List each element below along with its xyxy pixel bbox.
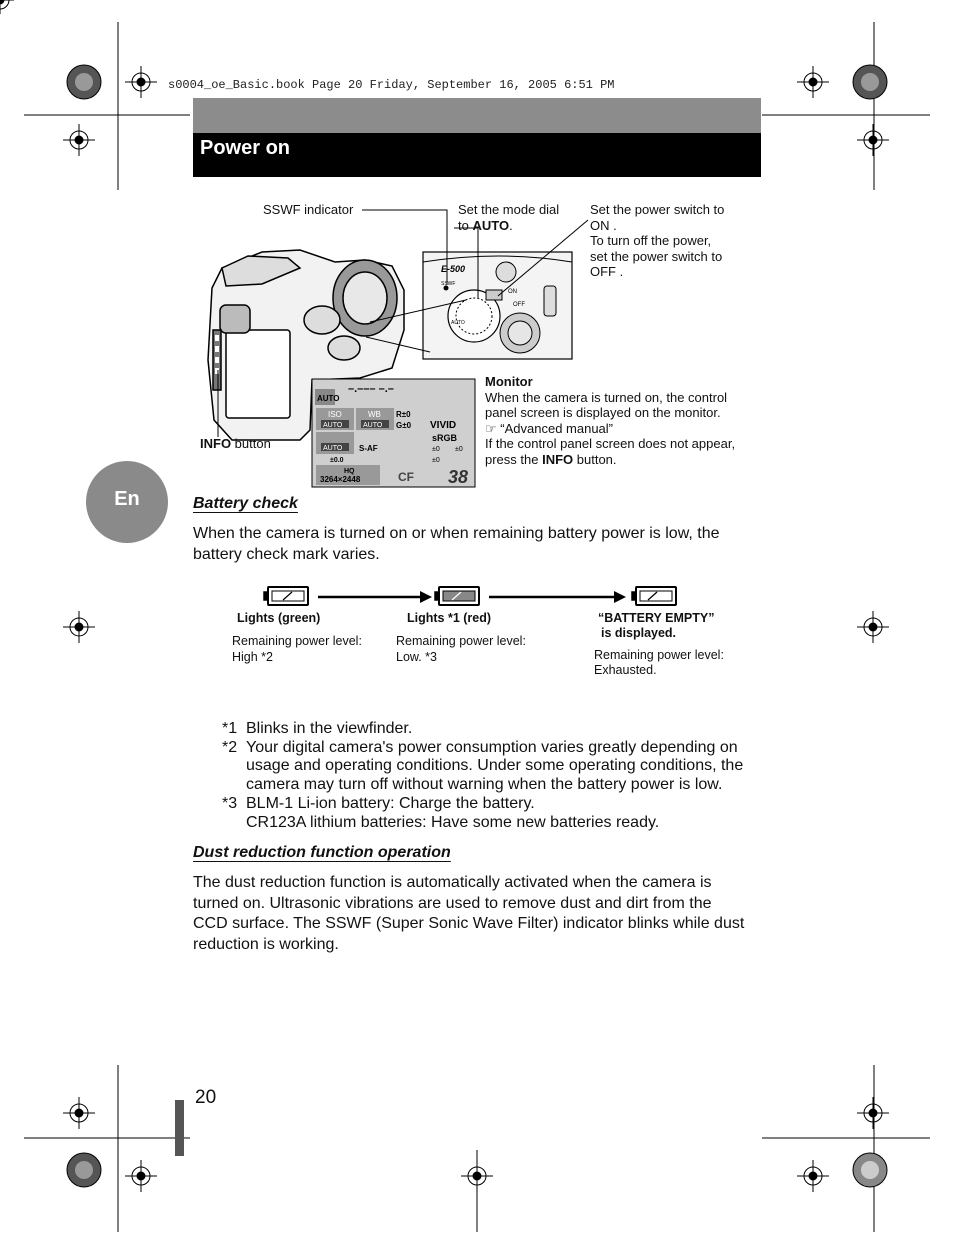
footnotes: *1 Blinks in the viewfinder. *2 Your digital camera's power consumption varies greatly depending on usage and operating conditions. Under some operating conditions, the camera may turn off without warning when the battery power is low. *3 BLM-1 Li-ion battery: Charge the battery. CR123A lithium batteries: Have some new batteries ready. bbox=[222, 720, 744, 831]
page-title: Power on bbox=[200, 137, 291, 159]
arrow-right-icon bbox=[420, 591, 432, 603]
svg-text:ON: ON bbox=[508, 289, 517, 295]
battery-check-heading: Battery check bbox=[193, 495, 298, 512]
battery-state-desc: Remaining power level: High *2 bbox=[232, 634, 362, 664]
camera-model-mark: E-500 bbox=[441, 264, 466, 274]
battery-state-desc: Remaining power level: Low. *3 bbox=[396, 634, 526, 664]
panel-picture-mode: VIVID bbox=[430, 420, 457, 431]
battery-empty-icon bbox=[632, 587, 676, 605]
file-header-line: s0004_oe_Basic.book Page 20 Friday, September 16, 2005 6:51 PM bbox=[168, 78, 615, 92]
reference-hand-icon: ☞ bbox=[485, 420, 497, 436]
language-tab-label: En bbox=[114, 488, 140, 510]
dust-reduction-heading: Dust reduction function operation bbox=[193, 844, 451, 861]
svg-text:±0: ±0 bbox=[432, 457, 440, 464]
svg-text:3264×2448: 3264×2448 bbox=[320, 475, 361, 484]
panel-frames: 38 bbox=[448, 467, 469, 487]
svg-text:±0: ±0 bbox=[455, 446, 463, 453]
svg-text:±0: ±0 bbox=[432, 446, 440, 453]
battery-full-icon bbox=[264, 587, 308, 605]
svg-text:R±0: R±0 bbox=[396, 410, 411, 419]
svg-text:AUTO: AUTO bbox=[363, 422, 383, 429]
svg-text:AUTO: AUTO bbox=[323, 445, 343, 452]
battery-state-label: Lights *1 (red) bbox=[407, 611, 492, 625]
svg-text:HQ: HQ bbox=[344, 468, 355, 475]
panel-mode-badge: AUTO bbox=[317, 394, 340, 403]
dust-reduction-body: The dust reduction function is automatically activated when the camera is turned on. Ultrasonic vibrations are used to remove dust and dirt from the CCD surface. The SSWF (Super Sonic Wave Filter) indicator blinks while dust reduction is working. bbox=[193, 874, 745, 953]
info-button-label: INFO button bbox=[200, 436, 271, 451]
panel-readout: –.––– –.– bbox=[348, 383, 394, 395]
svg-text:±0.0: ±0.0 bbox=[330, 457, 344, 464]
svg-text:AUTO: AUTO bbox=[451, 320, 465, 326]
svg-text:OFF: OFF bbox=[513, 302, 525, 308]
svg-text:SSWF: SSWF bbox=[441, 281, 456, 287]
power-switch-callout: Set the power switch to ON . To turn off the power, set the power switch to OFF . bbox=[590, 202, 725, 279]
battery-state-desc: Remaining power level: Exhausted. bbox=[594, 648, 724, 677]
battery-check-intro: When the camera is turned on or when remaining battery power is low, the battery check mark varies. bbox=[193, 525, 720, 563]
svg-text:sRGB: sRGB bbox=[432, 433, 458, 443]
svg-text:WB: WB bbox=[368, 410, 381, 419]
svg-text:CF: CF bbox=[398, 470, 414, 484]
arrow-right-icon bbox=[614, 591, 626, 603]
battery-low-icon bbox=[435, 587, 479, 605]
sswf-indicator-label: SSWF indicator bbox=[263, 202, 354, 217]
page-number: 20 bbox=[195, 1087, 217, 1108]
svg-text:ISO: ISO bbox=[328, 410, 342, 419]
svg-text:S-AF: S-AF bbox=[359, 444, 378, 453]
mode-dial-callout: Set the mode dial to AUTO. bbox=[458, 202, 560, 233]
battery-state-label: “BATTERY EMPTY” is displayed. bbox=[598, 611, 715, 640]
svg-text:AUTO: AUTO bbox=[323, 422, 343, 429]
svg-text:G±0: G±0 bbox=[396, 421, 412, 430]
battery-state-label: Lights (green) bbox=[237, 611, 321, 625]
monitor-callout: Monitor When the camera is turned on, the control panel screen is displayed on the monitor. ☞ “Advanced manual” If the control panel screen does not appear, press the INFO button. bbox=[485, 374, 736, 467]
page-number-bar bbox=[175, 1100, 184, 1156]
